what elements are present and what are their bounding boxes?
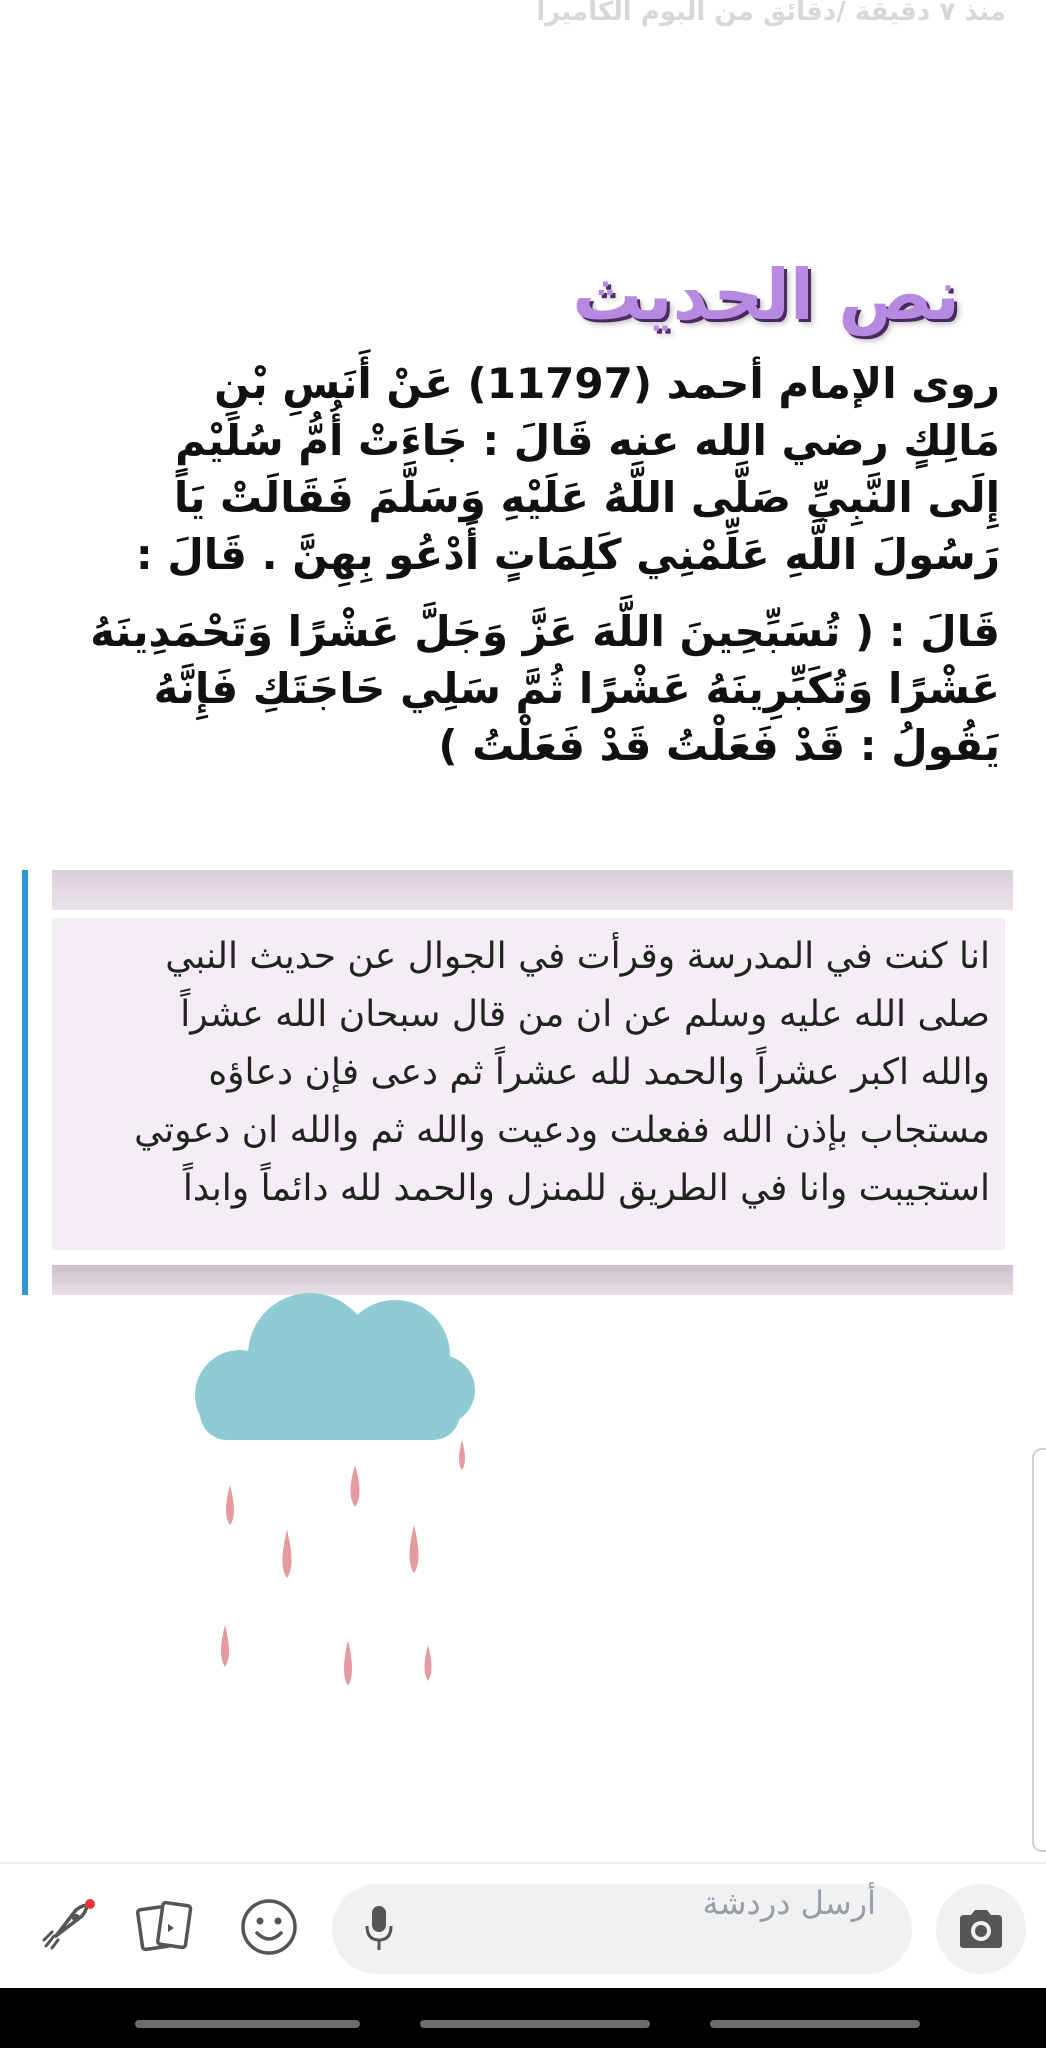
chat-bar <box>0 1872 1046 1982</box>
hadith-line: مَالِكٍ رضي الله عنه قَالَ : جَاءَتْ أُمُّ سُلَيْمٍ <box>175 416 1000 465</box>
hadith-line: إِلَى النَّبِيِّ صَلَّى اللَّهُ عَلَيْهِ وَسَلَّمَ فَقَالَتْ يَا <box>173 473 1000 522</box>
status-caption: منذ ٧ دقيقة /دقائق من البوم الكاميرا <box>536 0 1006 27</box>
cards-button[interactable] <box>130 1892 200 1962</box>
story-line: انا كنت في المدرسة وقرأت في الجوال عن حديث النبي <box>165 936 990 977</box>
nav-gesture-pill[interactable] <box>135 2020 360 2028</box>
story-line: صلى الله عليه وسلم عن ان من قال سبحان الله عشراً <box>180 994 990 1035</box>
rain-cloud-sticker <box>170 1285 510 1725</box>
system-nav-bar <box>0 1988 1046 2048</box>
cloud-icon <box>195 1293 475 1440</box>
side-drawer-handle[interactable] <box>1032 1448 1046 1852</box>
hadith-line: روى الإمام أحمد (11797) عَنْ أَنَسِ بْنِ <box>214 359 1000 408</box>
story-line: مستجاب بإذن الله ففعلت ودعيت والله ثم والله ان دعوتي <box>134 1110 990 1151</box>
chat-input-placeholder: أرسل دردشة <box>702 1884 876 1922</box>
hadith-text <box>60 355 1000 774</box>
camera-icon <box>956 1907 1006 1951</box>
camera-button[interactable] <box>936 1884 1026 1974</box>
story-line: والله اكبر عشراً والحمد لله عشراً ثم دعى فإن دعاؤه <box>208 1052 990 1093</box>
rocket-icon <box>34 1896 96 1958</box>
nav-gesture-pill[interactable] <box>710 2020 920 2028</box>
raindrop-icon <box>221 1440 465 1686</box>
hadith-line: يَقُولُ : قَدْ فَعَلْتُ قَدْ فَعَلْتُ ) <box>438 721 1000 770</box>
emoji-icon <box>239 1897 299 1957</box>
hadith-line: رَسُولَ اللَّهِ عَلِّمْنِي كَلِمَاتٍ أَدْعُو بِهِنَّ . قَالَ : <box>135 530 1000 579</box>
cards-icon <box>134 1896 196 1958</box>
hadith-line: قَالَ : ( تُسَبِّحِينَ اللَّهَ عَزَّ وَجَلَّ عَشْرًا وَتَحْمَدِينَهُ <box>90 607 1000 656</box>
story-line: استجيبت وانا في الطريق للمنزل والحمد لله دائماً وابداً <box>182 1168 990 1209</box>
story-band-top <box>52 870 1013 910</box>
nav-gesture-pill[interactable] <box>420 2020 650 2028</box>
story-text <box>70 928 990 1218</box>
hadith-line: عَشْرًا وَتُكَبِّرِينَهُ عَشْرًا ثُمَّ سَلِي حَاجَتَكِ فَإِنَّهُ <box>153 664 1000 713</box>
page-title: نص الحديث <box>572 254 960 336</box>
chat-input[interactable] <box>332 1884 912 1974</box>
emoji-button[interactable] <box>234 1892 304 1962</box>
mic-icon[interactable] <box>364 1904 394 1954</box>
rocket-button[interactable] <box>30 1892 100 1962</box>
divider <box>0 1862 1046 1864</box>
